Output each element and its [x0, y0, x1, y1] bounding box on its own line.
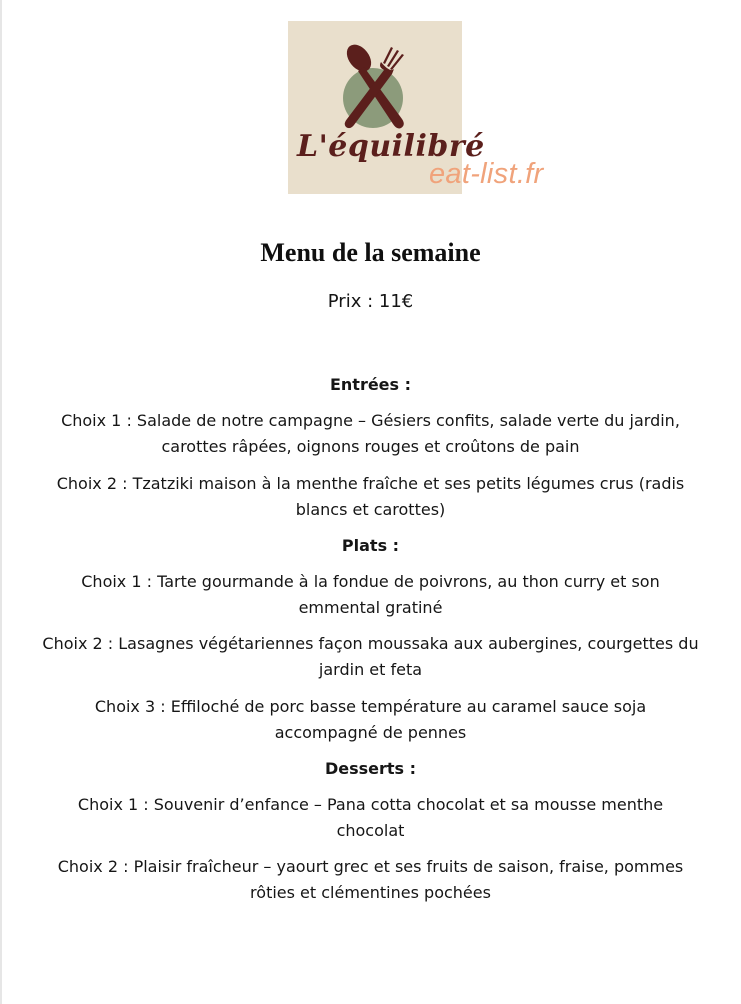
section-heading-plats: Plats :	[341, 536, 400, 555]
section-heading-entrees: Entrées :	[329, 375, 412, 394]
section-heading-desserts: Desserts :	[324, 759, 417, 778]
dessert-choice-1-line-2: chocolat	[336, 821, 405, 840]
plat-choice-2-line-2: jardin et feta	[318, 660, 423, 679]
page-title: Menu de la semaine	[260, 238, 481, 267]
entree-choice-2-line-1: Choix 2 : Tzatziki maison à la menthe fraîche et ses petits légumes crus (radis	[56, 474, 685, 493]
plat-choice-1-line-2: emmental gratiné	[298, 598, 443, 617]
menu-price: Prix : 11€	[327, 291, 414, 312]
entree-choice-2-line-2: blancs et carottes)	[295, 500, 446, 519]
page-edge	[0, 0, 2, 1004]
entree-choice-1-line-2: carottes râpées, oignons rouges et croûtons de pain	[161, 437, 580, 456]
dessert-choice-2-line-1: Choix 2 : Plaisir fraîcheur – yaourt grec et ses fruits de saison, fraise, pommes	[57, 857, 684, 876]
entree-choice-1-line-1: Choix 1 : Salade de notre campagne – Gésiers confits, salade verte du jardin,	[61, 411, 680, 430]
dessert-choice-2-line-2: rôties et clémentines pochées	[250, 883, 491, 902]
plat-choice-3-line-2: accompagné de pennes	[274, 723, 467, 742]
plat-choice-3-line-1: Choix 3 : Effiloché de porc basse température au caramel sauce soja	[94, 697, 647, 716]
watermark: eat-list.fr	[429, 158, 544, 190]
plat-choice-1-line-1: Choix 1 : Tarte gourmande à la fondue de poivrons, au thon curry et son	[81, 572, 660, 591]
brand-name: L'équilibré	[297, 129, 485, 164]
plat-choice-2-line-1: Choix 2 : Lasagnes végétariennes façon moussaka aux aubergines, courgettes du	[42, 634, 699, 653]
dessert-choice-1-line-1: Choix 1 : Souvenir d’enfance – Pana cotta chocolat et sa mousse menthe	[77, 795, 664, 814]
